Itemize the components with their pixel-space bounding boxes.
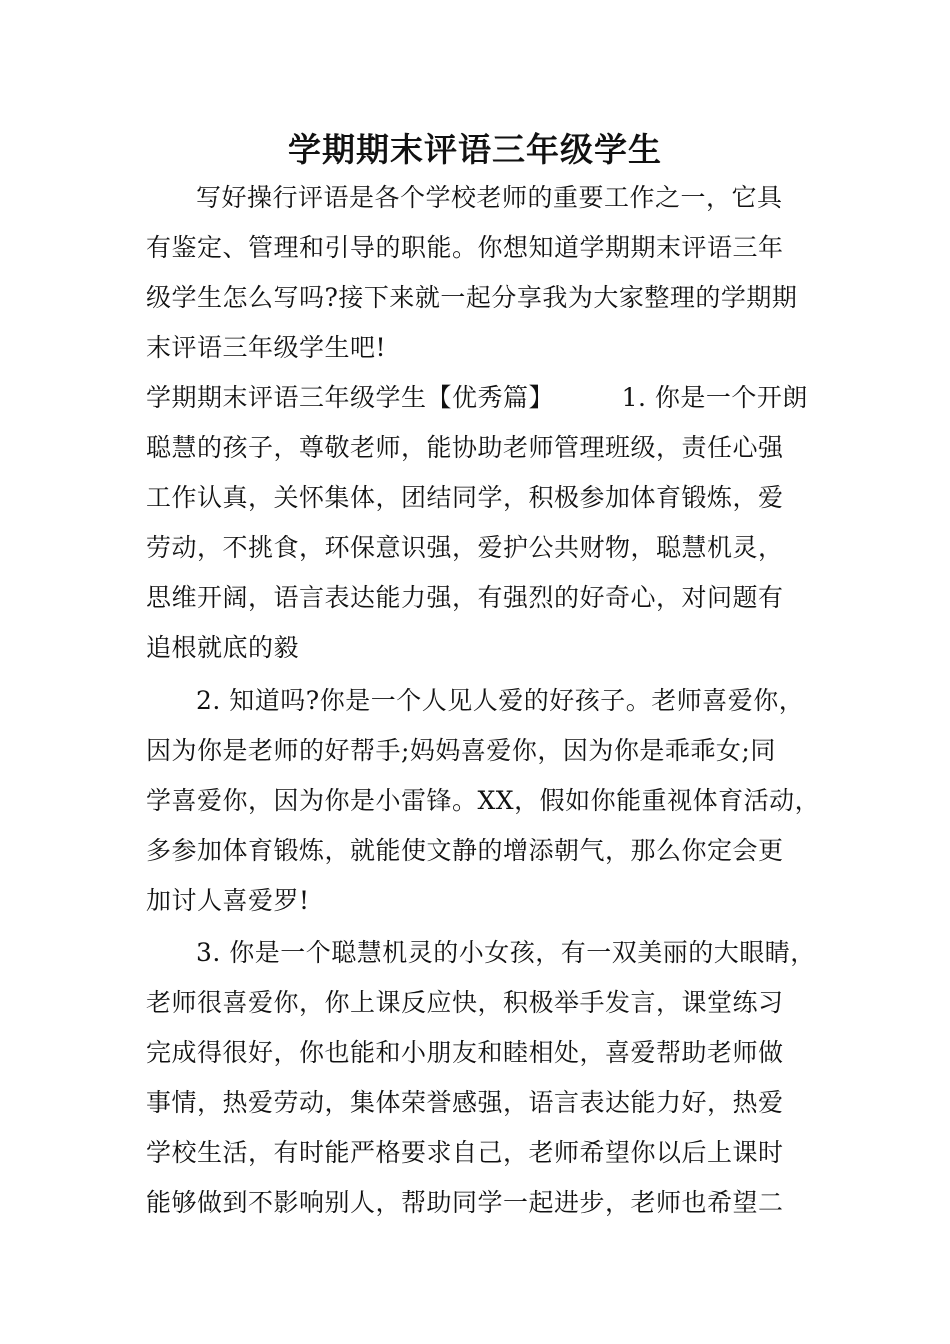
comment-3-line-1: 3. 你是一个聪慧机灵的小女孩，有一双美丽的大眼睛， — [196, 938, 816, 967]
comment-1-line-4: 劳动，不挑食，环保意识强，爱护公共财物，聪慧机灵， — [146, 533, 784, 562]
comment-3-line-4: 事情，热爱劳动，集体荣誉感强，语言表达能力好，热爱 — [146, 1088, 784, 1117]
comment-2-line-4: 多参加体育锻炼，就能使文静的增添朝气，那么你定会更 — [146, 836, 784, 865]
comment-3-line-2: 老师很喜爱你，你上课反应快，积极举手发言，课堂练习 — [146, 988, 784, 1017]
comment-2-line-5: 加讨人喜爱罗! — [146, 886, 310, 915]
comment-2-line-3: 学喜爱你，因为你是小雷锋。XX，假如你能重视体育活动， — [146, 786, 821, 815]
intro-line-1: 写好操行评语是各个学校老师的重要工作之一，它具 — [196, 183, 783, 212]
intro-line-2: 有鉴定、管理和引导的职能。你想知道学期期末评语三年 — [146, 233, 784, 262]
comment-1-line-2: 聪慧的孩子，尊敬老师，能协助老师管理班级，责任心强 — [146, 433, 784, 462]
comment-1-line-6: 追根就底的毅 — [146, 633, 300, 662]
comment-3-line-3: 完成得很好，你也能和小朋友和睦相处，喜爱帮助老师做 — [146, 1038, 784, 1067]
intro-line-3: 级学生怎么写吗?接下来就一起分享我为大家整理的学期期 — [146, 283, 798, 312]
comment-1-line-5: 思维开阔，语言表达能力强，有强烈的好奇心，对问题有 — [146, 583, 784, 612]
comment-3-line-6: 能够做到不影响别人，帮助同学一起进步，老师也希望二 — [146, 1188, 784, 1217]
comment-3-line-5: 学校生活，有时能严格要求自己，老师希望你以后上课时 — [146, 1138, 784, 1167]
comment-2-line-2: 因为你是老师的好帮手;妈妈喜爱你，因为你是乖乖女;同 — [146, 736, 776, 765]
intro-line-4: 末评语三年级学生吧! — [146, 333, 387, 362]
section-heading-line: 学期期末评语三年级学生【优秀篇】 1. 你是一个开朗 — [146, 383, 808, 412]
comment-1-line-3: 工作认真，关怀集体，团结同学，积极参加体育锻炼，爱 — [146, 483, 784, 512]
document-title: 学期期末评语三年级学生 — [288, 130, 662, 169]
comment-2-line-1: 2. 知道吗?你是一个人见人爱的好孩子。老师喜爱你， — [196, 686, 805, 715]
